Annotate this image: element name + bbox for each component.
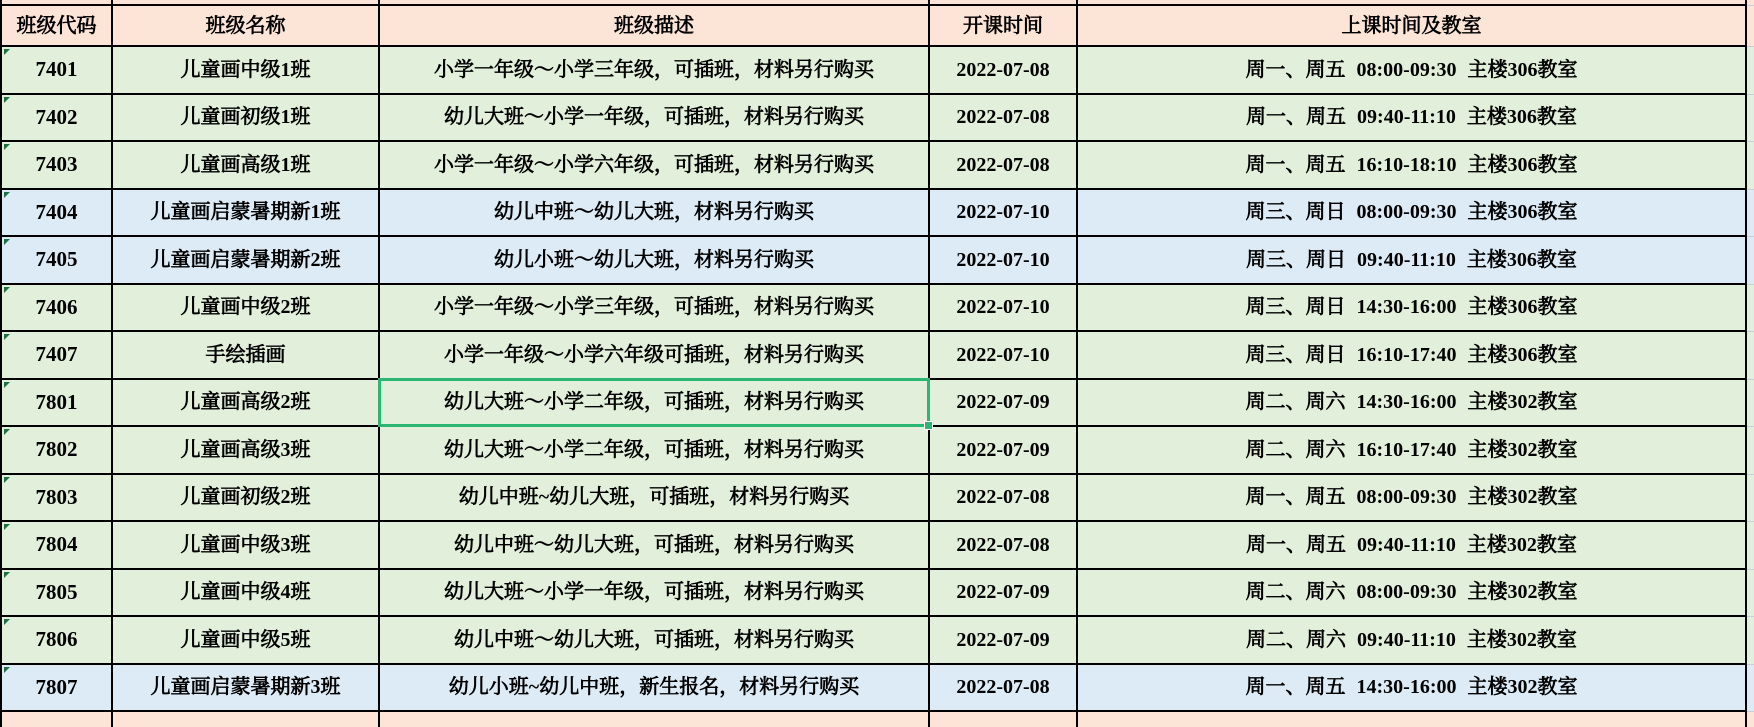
cell-desc[interactable]: 幼儿中班～幼儿大班，可插班，材料另行购买 xyxy=(380,617,930,665)
cell-start[interactable]: 2022-07-10 xyxy=(930,285,1078,333)
cell-code[interactable] xyxy=(0,475,113,523)
cell-start[interactable]: 2022-07-08 xyxy=(930,522,1078,570)
cell-desc[interactable]: 幼儿大班～小学二年级，可插班，材料另行购买 xyxy=(380,427,930,475)
cell-schedule[interactable]: 周一、周五 09:40-11:10 主楼306教室 xyxy=(1078,95,1747,143)
cell-name[interactable]: 儿童画中级1班 xyxy=(113,47,380,95)
header-strip xyxy=(1747,6,1754,47)
cell-code[interactable] xyxy=(0,380,113,428)
cell-schedule[interactable]: 周三、周日 08:00-09:30 主楼306教室 xyxy=(1078,190,1747,238)
class-code-text: 7405 xyxy=(35,247,78,272)
row-strip xyxy=(1747,570,1754,618)
cell-schedule[interactable]: 周一、周五 09:40-11:10 主楼302教室 xyxy=(1078,522,1747,570)
error-triangle-icon xyxy=(4,619,10,625)
cell-name[interactable]: 儿童画中级5班 xyxy=(113,617,380,665)
column-header-desc[interactable]: 班级描述 xyxy=(380,6,930,47)
error-triangle-icon xyxy=(4,49,10,55)
cell-desc[interactable]: 幼儿中班～幼儿大班，材料另行购买 xyxy=(380,190,930,238)
class-code-text: 7801 xyxy=(35,389,78,414)
cell-schedule[interactable]: 周二、周六 16:10-17:40 主楼302教室 xyxy=(1078,427,1747,475)
cell-schedule[interactable]: 周一、周五 08:00-09:30 主楼302教室 xyxy=(1078,475,1747,523)
cell-schedule[interactable]: 周三、周日 09:40-11:10 主楼306教室 xyxy=(1078,237,1747,285)
column-header-name[interactable]: 班级名称 xyxy=(113,6,380,47)
clipped-row-below-cell xyxy=(380,712,930,727)
class-code-text: 7803 xyxy=(35,484,78,509)
class-code-text: 7404 xyxy=(35,199,78,224)
cell-desc[interactable]: 幼儿中班～幼儿大班，可插班，材料另行购买 xyxy=(380,522,930,570)
row-strip xyxy=(1747,285,1754,333)
row-strip xyxy=(1747,95,1754,143)
cell-schedule[interactable]: 周二、周六 09:40-11:10 主楼302教室 xyxy=(1078,617,1747,665)
cell-desc[interactable]: 幼儿小班～幼儿大班，材料另行购买 xyxy=(380,237,930,285)
row-strip xyxy=(1747,475,1754,523)
cell-code[interactable] xyxy=(0,95,113,143)
class-code-text: 7407 xyxy=(35,342,78,367)
row-strip xyxy=(1747,522,1754,570)
cell-start[interactable]: 2022-07-10 xyxy=(930,237,1078,285)
cell-name[interactable]: 儿童画中级2班 xyxy=(113,285,380,333)
error-triangle-icon xyxy=(4,144,10,150)
class-code-text: 7807 xyxy=(35,674,78,699)
cell-code[interactable] xyxy=(0,47,113,95)
cell-name[interactable]: 儿童画中级3班 xyxy=(113,522,380,570)
cell-code[interactable] xyxy=(0,237,113,285)
cell-name[interactable]: 儿童画高级2班 xyxy=(113,380,380,428)
class-code-text: 7806 xyxy=(35,627,78,652)
error-triangle-icon xyxy=(4,239,10,245)
cell-start[interactable]: 2022-07-09 xyxy=(930,380,1078,428)
error-triangle-icon xyxy=(4,429,10,435)
cell-code[interactable] xyxy=(0,665,113,713)
cell-schedule[interactable]: 周一、周五 14:30-16:00 主楼302教室 xyxy=(1078,665,1747,713)
clipped-row-below-cell xyxy=(113,712,380,727)
cell-desc[interactable]: 小学一年级～小学三年级，可插班，材料另行购买 xyxy=(380,47,930,95)
cell-start[interactable]: 2022-07-08 xyxy=(930,47,1078,95)
cell-start[interactable]: 2022-07-10 xyxy=(930,332,1078,380)
cell-desc[interactable]: 小学一年级～小学六年级可插班，材料另行购买 xyxy=(380,332,930,380)
class-code-text: 7802 xyxy=(35,437,78,462)
cell-code[interactable] xyxy=(0,190,113,238)
row-strip xyxy=(1747,427,1754,475)
error-triangle-icon xyxy=(4,287,10,293)
row-strip xyxy=(1747,142,1754,190)
cell-start[interactable]: 2022-07-09 xyxy=(930,570,1078,618)
cell-name[interactable]: 儿童画启蒙暑期新2班 xyxy=(113,237,380,285)
error-triangle-icon xyxy=(4,667,10,673)
column-header-code[interactable]: 班级代码 xyxy=(0,6,113,47)
cell-code[interactable] xyxy=(0,332,113,380)
row-strip xyxy=(1747,47,1754,95)
column-header-start[interactable]: 开课时间 xyxy=(930,6,1078,47)
cell-schedule[interactable]: 周三、周日 16:10-17:40 主楼306教室 xyxy=(1078,332,1747,380)
cell-code[interactable] xyxy=(0,522,113,570)
row-strip xyxy=(1747,237,1754,285)
error-triangle-icon xyxy=(4,524,10,530)
error-triangle-icon xyxy=(4,477,10,483)
cell-code[interactable] xyxy=(0,427,113,475)
class-code-text: 7406 xyxy=(35,294,78,319)
cell-schedule[interactable]: 周二、周六 14:30-16:00 主楼302教室 xyxy=(1078,380,1747,428)
error-triangle-icon xyxy=(4,382,10,388)
cell-start[interactable]: 2022-07-08 xyxy=(930,665,1078,713)
cell-desc[interactable]: 幼儿大班～小学一年级，可插班，材料另行购买 xyxy=(380,95,930,143)
error-triangle-icon xyxy=(4,572,10,578)
cell-start[interactable]: 2022-07-09 xyxy=(930,427,1078,475)
class-code-text: 7402 xyxy=(35,104,78,129)
cell-name[interactable]: 儿童画初级2班 xyxy=(113,475,380,523)
cell-desc[interactable]: 小学一年级～小学三年级，可插班，材料另行购买 xyxy=(380,285,930,333)
cell-start[interactable]: 2022-07-09 xyxy=(930,617,1078,665)
row-strip xyxy=(1747,665,1754,713)
cell-desc[interactable]: 幼儿小班~幼儿中班，新生报名，材料另行购买 xyxy=(380,665,930,713)
column-header-schedule[interactable]: 上课时间及教室 xyxy=(1078,6,1747,47)
selected-cell-desc[interactable]: 幼儿大班～小学二年级，可插班，材料另行购买 xyxy=(380,380,930,428)
cell-name[interactable]: 儿童画初级1班 xyxy=(113,95,380,143)
cell-desc[interactable]: 幼儿大班～小学一年级，可插班，材料另行购买 xyxy=(380,570,930,618)
cell-code[interactable] xyxy=(0,617,113,665)
clipped-row-below-cell xyxy=(1078,712,1747,727)
cell-name[interactable]: 儿童画启蒙暑期新3班 xyxy=(113,665,380,713)
active-cell-selection-border xyxy=(378,378,930,428)
cell-schedule[interactable]: 周一、周五 16:10-18:10 主楼306教室 xyxy=(1078,142,1747,190)
cell-name[interactable]: 儿童画高级1班 xyxy=(113,142,380,190)
class-code-text: 7401 xyxy=(35,57,78,82)
cell-name[interactable]: 儿童画中级4班 xyxy=(113,570,380,618)
clipped-row-below-cell xyxy=(930,712,1078,727)
cell-start[interactable]: 2022-07-10 xyxy=(930,190,1078,238)
row-strip xyxy=(1747,332,1754,380)
row-strip xyxy=(1747,380,1754,428)
cell-code[interactable] xyxy=(0,142,113,190)
cell-code[interactable] xyxy=(0,285,113,333)
cell-desc[interactable]: 幼儿中班~幼儿大班，可插班，材料另行购买 xyxy=(380,475,930,523)
clipped-row-below-strip xyxy=(1747,712,1754,727)
cell-start[interactable]: 2022-07-08 xyxy=(930,475,1078,523)
class-code-text: 7403 xyxy=(35,152,78,177)
cell-desc[interactable]: 小学一年级～小学六年级，可插班，材料另行购买 xyxy=(380,142,930,190)
cell-schedule[interactable]: 周一、周五 08:00-09:30 主楼306教室 xyxy=(1078,47,1747,95)
row-strip xyxy=(1747,190,1754,238)
class-code-text: 7805 xyxy=(35,579,78,604)
cell-name[interactable]: 手绘插画 xyxy=(113,332,380,380)
cell-schedule[interactable]: 周二、周六 08:00-09:30 主楼302教室 xyxy=(1078,570,1747,618)
clipped-row-below-cell xyxy=(0,712,113,727)
cell-code[interactable] xyxy=(0,570,113,618)
class-code-text: 7804 xyxy=(35,532,78,557)
error-triangle-icon xyxy=(4,334,10,340)
error-triangle-icon xyxy=(4,97,10,103)
cell-start[interactable]: 2022-07-08 xyxy=(930,95,1078,143)
cell-schedule[interactable]: 周三、周日 14:30-16:00 主楼306教室 xyxy=(1078,285,1747,333)
cell-start[interactable]: 2022-07-08 xyxy=(930,142,1078,190)
error-triangle-icon xyxy=(4,192,10,198)
cell-name[interactable]: 儿童画高级3班 xyxy=(113,427,380,475)
row-strip xyxy=(1747,617,1754,665)
cell-name[interactable]: 儿童画启蒙暑期新1班 xyxy=(113,190,380,238)
